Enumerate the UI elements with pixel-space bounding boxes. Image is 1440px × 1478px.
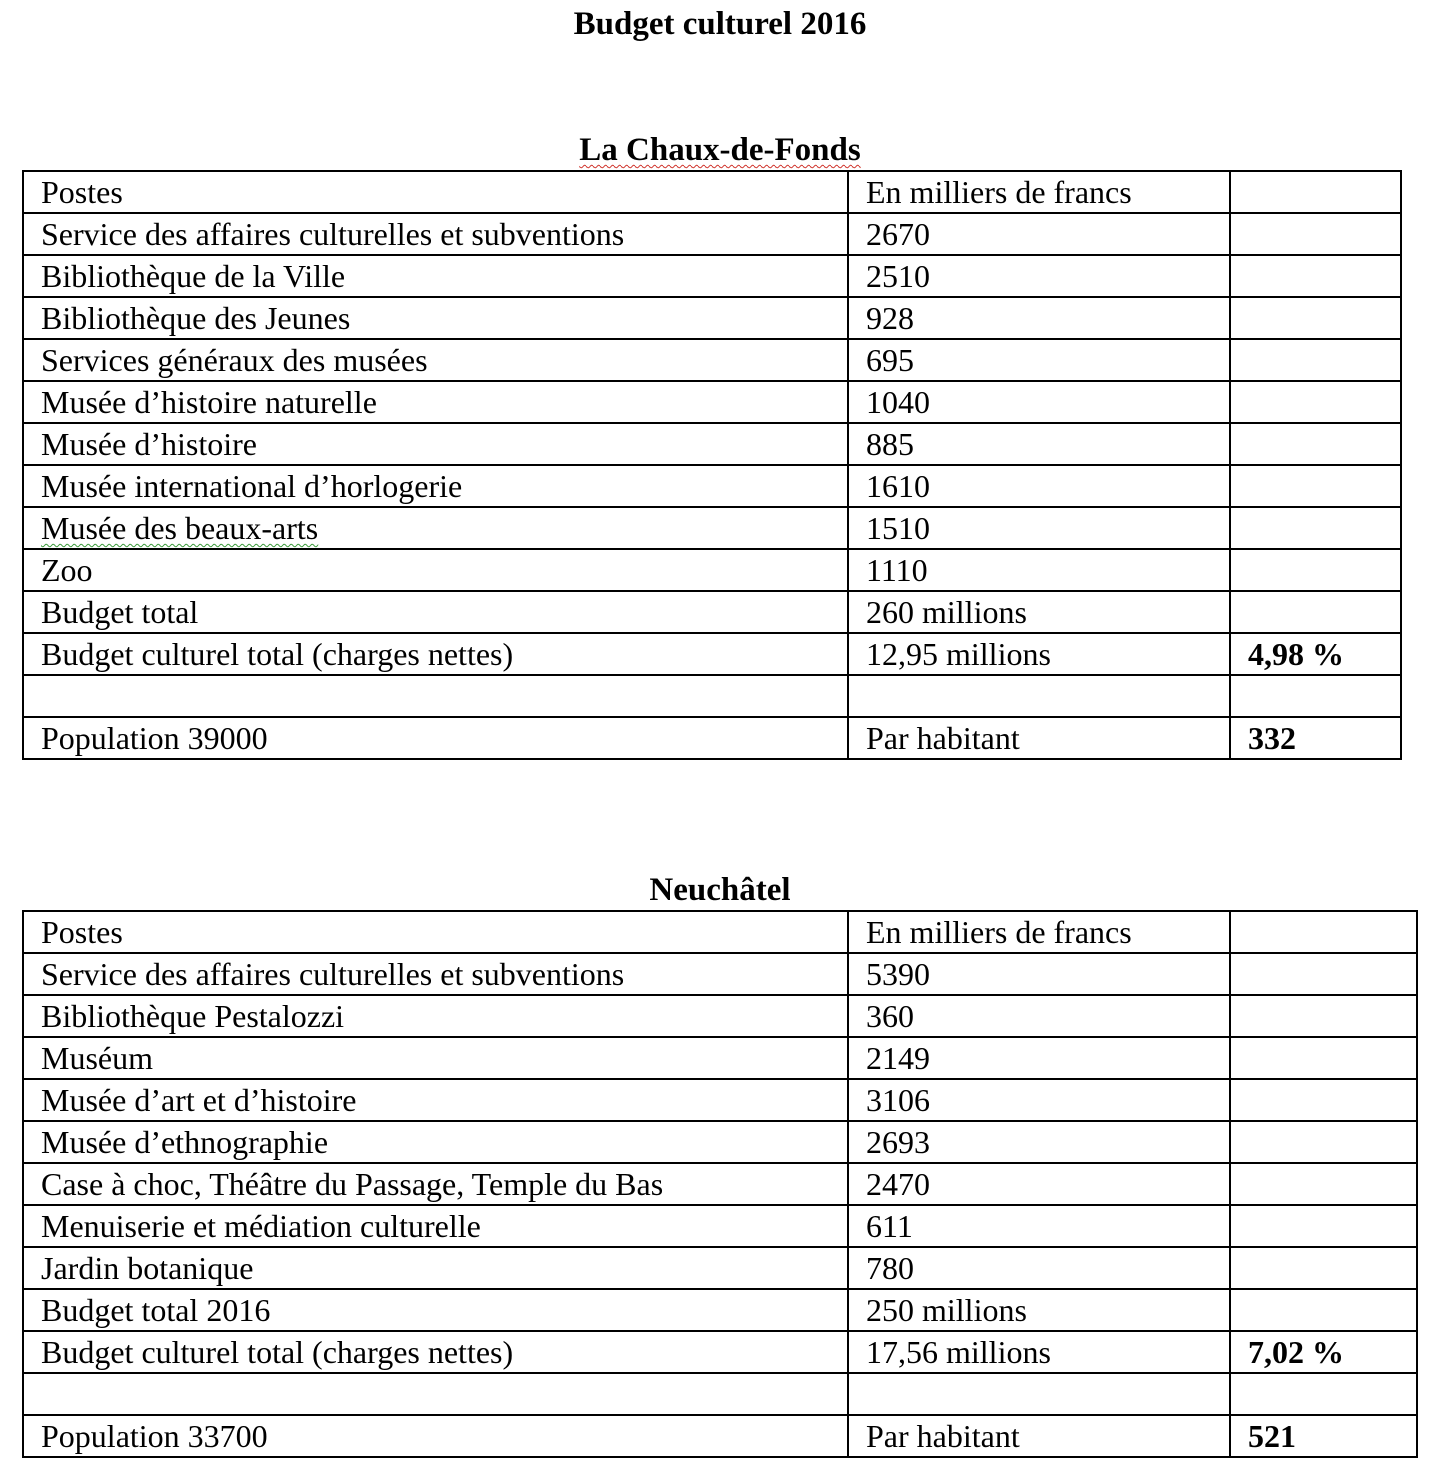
section-title-text: La Chaux-de-Fonds xyxy=(579,132,861,168)
row-label xyxy=(23,1373,848,1415)
row-value: 1040 xyxy=(848,381,1230,423)
row-label: Budget culturel total (charges nettes) xyxy=(23,633,848,675)
row-value: 2149 xyxy=(848,1037,1230,1079)
document-title: Budget culturel 2016 xyxy=(573,6,867,42)
section-title-neuchatel xyxy=(0,870,1440,910)
row-label: Musée d’histoire xyxy=(23,423,848,465)
row-extra xyxy=(1230,953,1417,995)
row-value: 5390 xyxy=(848,953,1230,995)
table-row xyxy=(23,465,1401,507)
row-value: 2693 xyxy=(848,1121,1230,1163)
table-row xyxy=(23,1079,1417,1121)
row-extra xyxy=(1230,1121,1417,1163)
table-row xyxy=(23,1289,1417,1331)
row-label: Jardin botanique xyxy=(23,1247,848,1289)
row-label: Bibliothèque Pestalozzi xyxy=(23,995,848,1037)
table-row-empty xyxy=(23,1373,1417,1415)
table-row xyxy=(23,549,1401,591)
row-value: 260 millions xyxy=(848,591,1230,633)
row-value: 360 xyxy=(848,995,1230,1037)
row-extra xyxy=(1230,1163,1417,1205)
row-value: 3106 xyxy=(848,1079,1230,1121)
budget-table-neuchatel xyxy=(22,910,1418,1458)
row-value: 2510 xyxy=(848,255,1230,297)
row-value: 1110 xyxy=(848,549,1230,591)
row-value: 2670 xyxy=(848,213,1230,255)
table-row xyxy=(23,633,1401,675)
row-label xyxy=(23,507,848,549)
row-extra xyxy=(1230,297,1401,339)
table-row xyxy=(23,213,1401,255)
row-label: Budget total 2016 xyxy=(23,1289,848,1331)
table-row-empty xyxy=(23,675,1401,717)
row-value: 1510 xyxy=(848,507,1230,549)
table-row xyxy=(23,995,1417,1037)
table-row xyxy=(23,1037,1417,1079)
row-label: Muséum xyxy=(23,1037,848,1079)
row-label: Service des affaires culturelles et subventions xyxy=(23,213,848,255)
row-per-capita: 521 xyxy=(1230,1415,1417,1457)
row-label: Services généraux des musées xyxy=(23,339,848,381)
row-extra xyxy=(1230,1247,1417,1289)
row-label: Budget culturel total (charges nettes) xyxy=(23,1331,848,1373)
row-label: Menuiserie et médiation culturelle xyxy=(23,1205,848,1247)
row-extra xyxy=(1230,339,1401,381)
row-extra xyxy=(1230,255,1401,297)
row-value: 250 millions xyxy=(848,1289,1230,1331)
row-percentage: 7,02 % xyxy=(1230,1331,1417,1373)
row-label: Musée international d’horlogerie xyxy=(23,465,848,507)
row-extra xyxy=(1230,1373,1417,1415)
table-header-row xyxy=(23,911,1417,953)
row-value: 928 xyxy=(848,297,1230,339)
table-row xyxy=(23,1331,1417,1373)
table-row xyxy=(23,1205,1417,1247)
row-value: 2470 xyxy=(848,1163,1230,1205)
row-value: Par habitant xyxy=(848,1415,1230,1457)
row-value xyxy=(848,675,1230,717)
row-value: 17,56 millions xyxy=(848,1331,1230,1373)
header-cell-amount: En milliers de francs xyxy=(848,911,1230,953)
header-cell-extra xyxy=(1230,911,1417,953)
row-value: 695 xyxy=(848,339,1230,381)
row-per-capita: 332 xyxy=(1230,717,1401,759)
row-value: 780 xyxy=(848,1247,1230,1289)
table-row xyxy=(23,423,1401,465)
table-row xyxy=(23,297,1401,339)
header-cell-extra xyxy=(1230,171,1401,213)
row-label: Budget total xyxy=(23,591,848,633)
table-row xyxy=(23,381,1401,423)
header-cell-postes: Postes xyxy=(23,911,848,953)
row-extra xyxy=(1230,1079,1417,1121)
row-extra xyxy=(1230,423,1401,465)
row-extra xyxy=(1230,1205,1417,1247)
row-extra xyxy=(1230,381,1401,423)
table-row xyxy=(23,717,1401,759)
row-label: Population 39000 xyxy=(23,717,848,759)
row-label: Musée d’ethnographie xyxy=(23,1121,848,1163)
table-row xyxy=(23,507,1401,549)
row-percentage: 4,98 % xyxy=(1230,633,1401,675)
table-row xyxy=(23,1163,1417,1205)
row-value: 885 xyxy=(848,423,1230,465)
row-extra xyxy=(1230,675,1401,717)
row-value: 611 xyxy=(848,1205,1230,1247)
row-label: Zoo xyxy=(23,549,848,591)
row-label: Bibliothèque de la Ville xyxy=(23,255,848,297)
row-label: Musée d’art et d’histoire xyxy=(23,1079,848,1121)
row-value xyxy=(848,1373,1230,1415)
row-label: Musée d’histoire naturelle xyxy=(23,381,848,423)
row-extra xyxy=(1230,1289,1417,1331)
row-extra xyxy=(1230,549,1401,591)
table-header-row xyxy=(23,171,1401,213)
row-extra xyxy=(1230,507,1401,549)
row-extra xyxy=(1230,465,1401,507)
row-extra xyxy=(1230,591,1401,633)
row-extra xyxy=(1230,1037,1417,1079)
row-extra xyxy=(1230,995,1417,1037)
row-value: 12,95 millions xyxy=(848,633,1230,675)
row-label: Population 33700 xyxy=(23,1415,848,1457)
row-extra xyxy=(1230,213,1401,255)
section-title-text: Neuchâtel xyxy=(649,872,791,908)
table-row xyxy=(23,1415,1417,1457)
budget-table-la-chaux-de-fonds xyxy=(22,170,1402,760)
table-row xyxy=(23,1247,1417,1289)
row-label xyxy=(23,675,848,717)
table-row xyxy=(23,1121,1417,1163)
row-value: 1610 xyxy=(848,465,1230,507)
header-cell-amount: En milliers de francs xyxy=(848,171,1230,213)
row-label: Bibliothèque des Jeunes xyxy=(23,297,848,339)
table-row xyxy=(23,255,1401,297)
row-label-text: Musée des beaux-arts xyxy=(41,510,319,546)
table-row xyxy=(23,339,1401,381)
table-row xyxy=(23,953,1417,995)
table-row xyxy=(23,591,1401,633)
header-cell-postes: Postes xyxy=(23,171,848,213)
row-label: Case à choc, Théâtre du Passage, Temple du Bas xyxy=(23,1163,848,1205)
row-value: Par habitant xyxy=(848,717,1230,759)
row-label: Service des affaires culturelles et subventions xyxy=(23,953,848,995)
section-title-la-chaux-de-fonds xyxy=(0,130,1440,170)
